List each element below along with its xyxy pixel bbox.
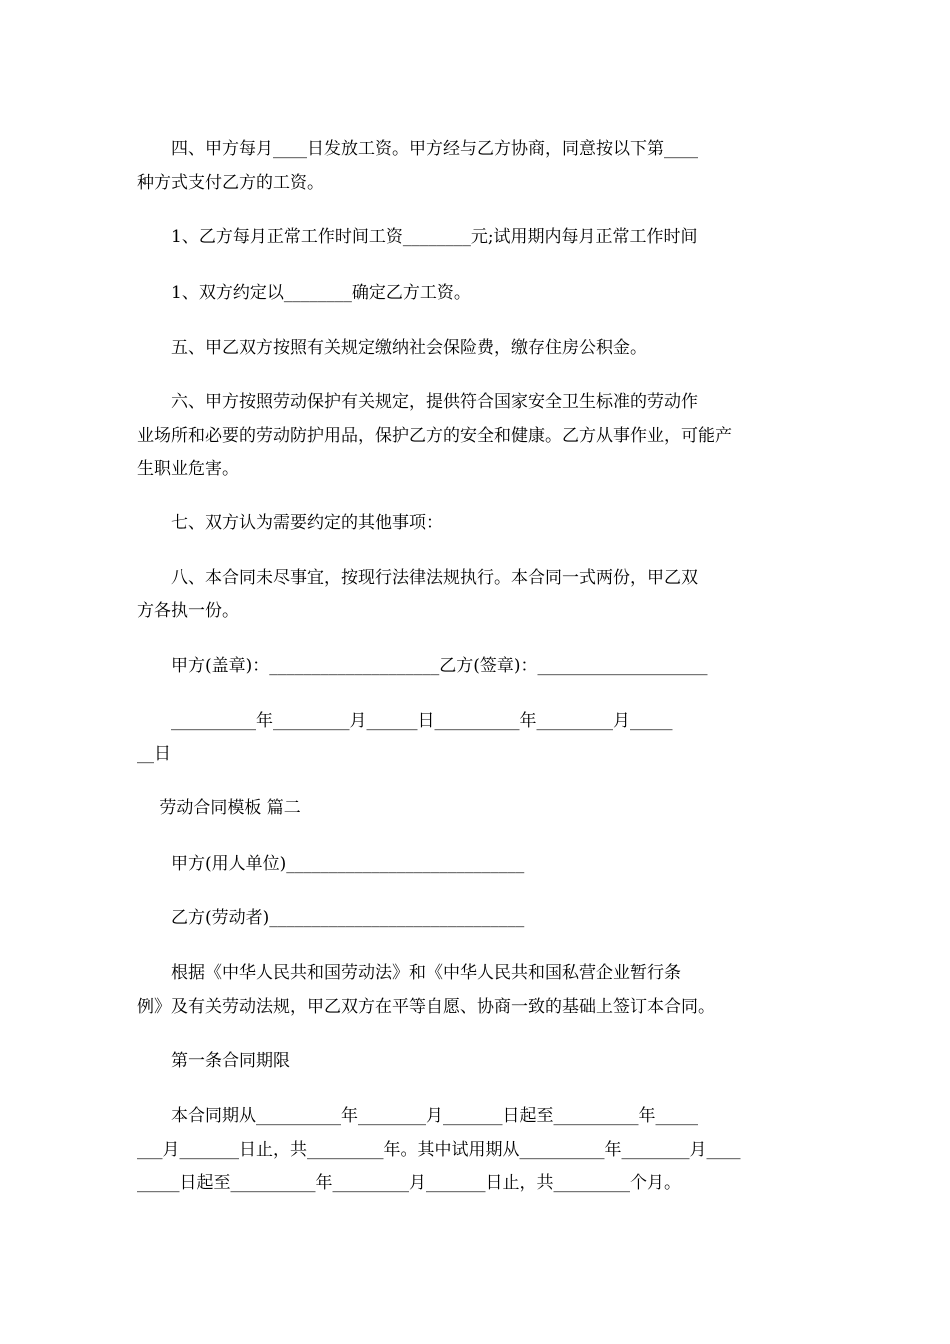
text-line: 例》及有关劳动法规，甲乙双方在平等自愿、协商一致的基础上签订本合同。 [137, 997, 715, 1017]
text-line: _____日起至__________年_________月_______日止，共_________个月。 [137, 1173, 681, 1193]
signature-line: 甲方(盖章)：____________________乙方(签章)：____________________ [137, 656, 708, 676]
text-line: 1、乙方每月正常工作时间工资________元;试用期内每月正常工作时间 [137, 227, 698, 247]
section-heading: 劳动合同模板 篇二 [137, 798, 301, 818]
text-line: 四、甲方每月____日发放工资。甲方经与乙方协商，同意按以下第____ [137, 139, 698, 159]
text-line: 方各执一份。 [137, 601, 239, 621]
text-line: 八、本合同未尽事宜，按现行法律法规执行。本合同一式两份，甲乙双 [137, 568, 698, 588]
text-line: 业场所和必要的劳动防护用品，保护乙方的安全和健康。乙方从事作业，可能产 [137, 426, 732, 446]
date-line: __日 [137, 744, 171, 764]
text-line: 1、双方约定以________确定乙方工资。 [137, 283, 471, 303]
text-line: 乙方(劳动者)______________________________ [137, 908, 525, 928]
text-line: 生职业危害。 [137, 459, 239, 479]
text-line: 种方式支付乙方的工资。 [137, 173, 324, 193]
date-line: __________年_________月______日__________年_________月_____ [137, 711, 673, 731]
text-line: 五、甲乙双方按照有关规定缴纳社会保险费，缴存住房公积金。 [137, 338, 647, 358]
text-line: 根据《中华人民共和国劳动法》和《中华人民共和国私营企业暂行条 [137, 963, 681, 983]
text-line: 七、双方认为需要约定的其他事项： [137, 513, 443, 533]
text-line: 本合同期从__________年________月_______日起至__________年_____ [137, 1106, 698, 1126]
text-line: ___月_______日止，共_________年。其中试用期从__________年________月____ [137, 1140, 741, 1160]
text-line: 六、甲方按照劳动保护有关规定，提供符合国家安全卫生标准的劳动作 [137, 392, 698, 412]
text-line: 第一条合同期限 [137, 1051, 290, 1071]
text-line: 甲方(用人单位)____________________________ [137, 854, 525, 874]
